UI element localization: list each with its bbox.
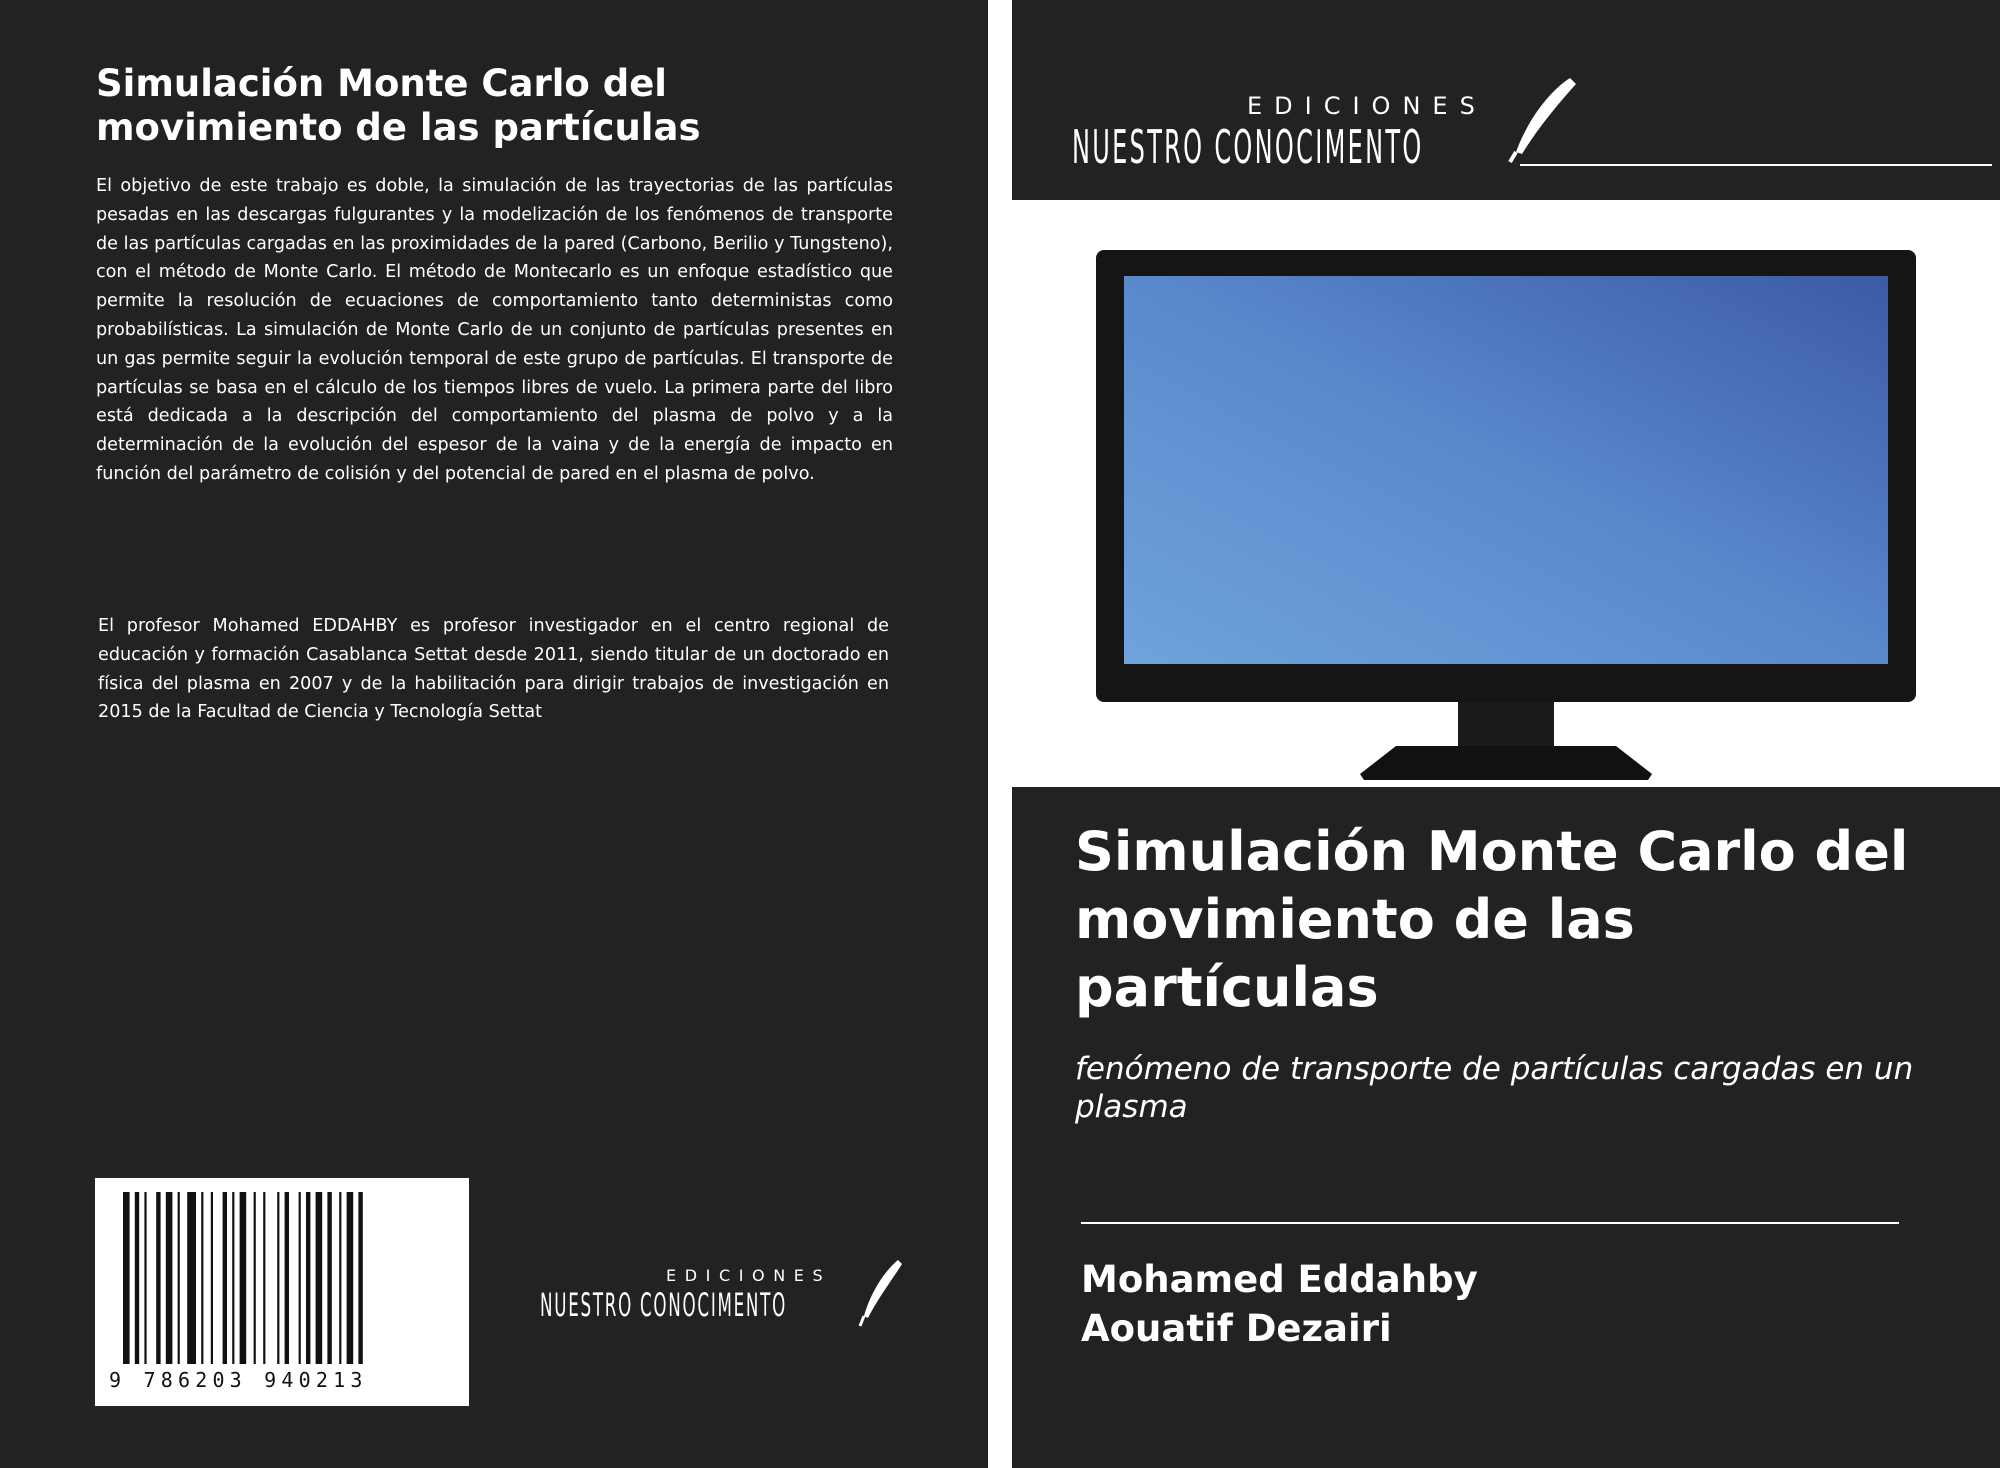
barcode-bar — [144, 1192, 146, 1364]
barcode-bar — [263, 1192, 265, 1364]
barcode-bar — [299, 1192, 301, 1364]
fountain-pen-nib-icon — [858, 1258, 906, 1328]
front-cover-subtitle: fenómeno de transporte de partículas cargadas en un plasma — [1075, 1051, 1914, 1125]
barcode-bar — [240, 1192, 247, 1364]
barcode-bar — [201, 1192, 203, 1364]
logo-underline — [1520, 164, 1992, 166]
barcode-bar — [123, 1192, 130, 1364]
barcode-bar — [178, 1192, 180, 1364]
isbn-digits: 9 786203 940213 — [109, 1368, 368, 1392]
barcode-bar — [254, 1192, 256, 1364]
back-cover-description: El objetivo de este trabajo es doble, la simulación de las trayectorias de las partículas pesadas en las descargas fulgurantes y la modelización de los fenómenos de transporte de las partículas cargadas en las proximidades de la pared (Carbono, Berilio y Tungsteno), con el método de Monte Carlo. El método de Montecarlo es un enfoque estadístico que permite la resolución de ecuaciones de comportamiento tanto deterministas como probabilísticas. La simulación de Monte Carlo de un conjunto de partículas presentes en un gas permite seguir la evolución temporal de este grupo de partículas. El transporte de partículas se basa en el cálculo de los tiempos libres de vuelo. La primera parte del libro está dedicada a la descripción del comportamiento del plasma de polvo y a la determinación de la evolución del espesor de la vaina y de la energía de impacto en función del parámetro de colisión y del potencial de pared en el plasma de polvo. — [96, 176, 893, 484]
author-bio: El profesor Mohamed EDDAHBY es profesor investigador en el centro regional de educación y formación Casablanca Settat desde 2011, siendo titular de un doctorado en física del plasma en 2007 y de la habilitación para dirigir trabajos de investigación en 2015 de la Facultad de Ciencia y Tecnología Settat — [98, 616, 889, 723]
barcode-bar — [156, 1192, 160, 1364]
back-cover-title: Simulación Monte Carlo del movimiento de las partículas — [96, 62, 701, 149]
barcode-bar — [187, 1192, 196, 1364]
spine — [988, 0, 1012, 1468]
barcode-bar — [306, 1192, 310, 1364]
publisher-logo-back — [540, 1258, 920, 1328]
publisher-line2: NUESTRO CONOCIMENTO — [540, 1286, 787, 1324]
barcode-bar — [232, 1192, 234, 1364]
author-divider — [1081, 1222, 1899, 1224]
barcode-bar — [358, 1192, 362, 1364]
isbn-barcode — [95, 1178, 469, 1406]
barcode-bar — [285, 1192, 289, 1364]
author-name: Aouatif Dezairi — [1081, 1307, 1392, 1350]
publisher-line1: EDICIONES — [1247, 92, 1487, 120]
monitor-screen — [1124, 276, 1888, 664]
barcode-bar — [223, 1192, 227, 1364]
monitor-base — [1360, 746, 1652, 780]
barcode-bar — [339, 1192, 341, 1364]
monitor-neck — [1458, 702, 1554, 748]
barcode-bar — [316, 1192, 323, 1364]
barcode-bar — [211, 1192, 213, 1364]
fountain-pen-nib-icon — [1508, 74, 1580, 164]
publisher-line1: EDICIONES — [666, 1266, 832, 1285]
publisher-line2: NUESTRO CONOCIMENTO — [1072, 120, 1424, 174]
barcode-bar — [327, 1192, 331, 1364]
computer-monitor-blue-screen-icon — [1096, 250, 1916, 785]
front-cover-title: Simulación Monte Carlo del movimiento de las partículas — [1075, 820, 1909, 1019]
publisher-logo-front — [1072, 86, 1992, 176]
author-name: Mohamed Eddahby — [1081, 1258, 1478, 1301]
barcode-bar — [166, 1192, 173, 1364]
barcode-bar — [135, 1192, 139, 1364]
barcode-bar — [347, 1192, 354, 1364]
barcode-bar — [277, 1192, 279, 1364]
